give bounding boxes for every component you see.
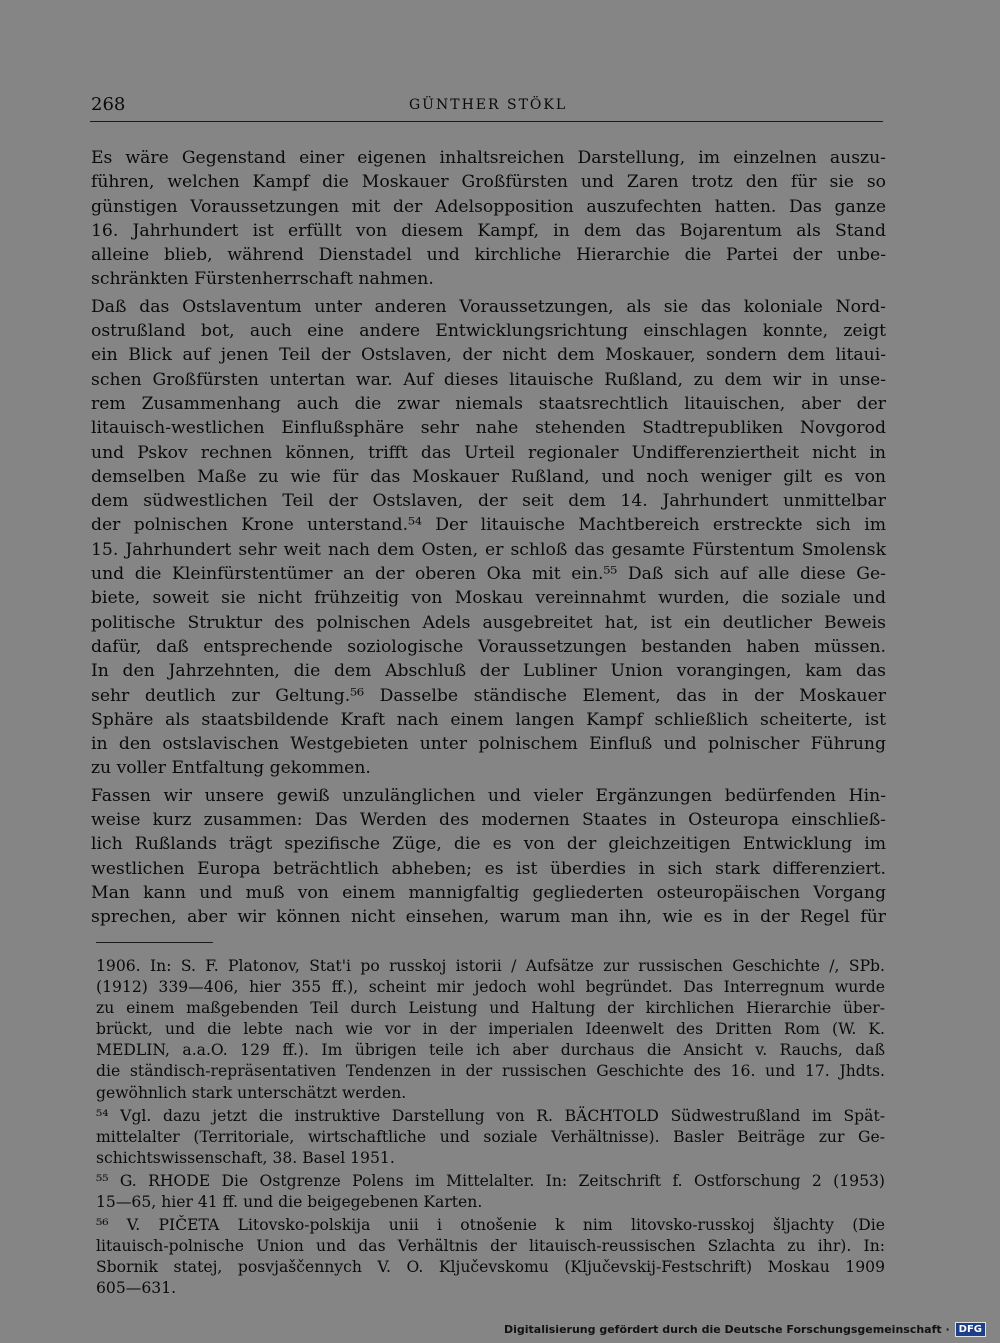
text-line: ostrußland bot, auch eine andere Entwicklungsrichtung einschlagen konnte, zeigt	[91, 321, 886, 342]
text-line: demselben Maße zu wie für das Moskauer Rußland, und noch weniger gilt es von	[91, 466, 886, 487]
footer-banner	[504, 1322, 986, 1337]
paragraph	[91, 295, 886, 781]
text-line: lich Rußlands trägt spezifische Züge, die es von der gleichzeitigen Entwicklung im	[91, 834, 886, 855]
text-line: schen Großfürsten untertan war. Auf dieses litauische Rußland, zu dem wir in unse-	[91, 369, 886, 390]
footnotes	[96, 956, 885, 1300]
body-text	[91, 146, 886, 930]
footnote-line: litauisch-polnische Union und das Verhältnis der litauisch-reussischen Szlachta zu ihr). In:	[96, 1237, 885, 1256]
text-line: Daß das Ostslaventum unter anderen Voraussetzungen, als sie das koloniale Nord-	[91, 296, 886, 317]
footnote-line: zu einem maßgebenden Teil durch Leistung und Haltung der kirchlichen Hierarchie über-	[96, 999, 885, 1018]
footnote-line: ⁵⁵ G. RHODE Die Ostgrenze Polens im Mittelalter. In: Zeitschrift f. Ostforschung 2 (1953)	[96, 1171, 885, 1190]
footnote-line: brückt, und die lebte nach wie vor in der imperialen Ideenwelt des Dritten Rom (W. K.	[96, 1020, 885, 1039]
text-line: führen, welchen Kampf die Moskauer Großfürsten und Zaren trotz den für sie so	[91, 172, 886, 193]
text-line: litauisch-westlichen Einflußsphäre sehr nahe stehenden Stadtrepubliken Novgorod	[91, 418, 886, 439]
text-line: und die Kleinfürstentümer an der oberen Oka mit ein.⁵⁵ Daß sich auf alle diese Ge-	[91, 564, 886, 585]
text-line: weise kurz zusammen: Das Werden des modernen Staates in Osteuropa einschließ-	[91, 810, 886, 831]
text-line: westlichen Europa beträchtlich abheben; es ist überdies in sich stark differenziert.	[91, 858, 886, 879]
footnote-line: 15—65, hier 41 ff. und die beigegebenen Karten.	[96, 1193, 483, 1212]
text-line: biete, soweit sie nicht frühzeitig von Moskau vereinnahmt wurden, die soziale und	[91, 588, 886, 609]
text-line: In den Jahrzehnten, die dem Abschluß der Lubliner Union vorangingen, kam das	[91, 661, 886, 682]
paragraph	[91, 146, 886, 292]
text-line: Es wäre Gegenstand einer eigenen inhaltsreichen Darstellung, im einzelnen auszu-	[91, 148, 886, 168]
text-line: ein Blick auf jenen Teil der Ostslaven, der nicht dem Moskauer, sondern dem litaui-	[91, 345, 886, 366]
funding-note: Digitalisierung gefördert durch die Deutsche Forschungsgemeinschaft ·	[503, 1323, 950, 1336]
dfg-logo: DFG	[955, 1322, 986, 1337]
text-line: politische Struktur des polnischen Adels ausgebreitet hat, ist ein deutlicher Beweis	[91, 612, 886, 633]
text-line: alleine blieb, während Dienstadel und kirchliche Hierarchie die Partei der unbe-	[91, 245, 886, 266]
footnote-line: 605—631.	[96, 1279, 177, 1298]
text-line: rem Zusammenhang auch die zwar niemals staatsrechtlich litauischen, aber der	[91, 393, 886, 414]
footnote-line: 1906. In: S. F. Platonov, Stat'i po russkoj istorii / Aufsätze zur russischen Geschichte /, SPb.	[96, 957, 885, 975]
footnote	[96, 1171, 885, 1213]
running-head: GÜNTHER STÖKL	[409, 97, 568, 113]
footnote-line: (1912) 339—406, hier 355 ff.), scheint mir jedoch wohl begründet. Das Interregnum wurde	[96, 978, 885, 997]
footnote-line: ⁵⁶ V. PIČETA Litovsko-polskija unii i otnošenie k nim litovsko-russkoj šljachty (Die	[96, 1216, 885, 1235]
paragraph	[91, 784, 886, 930]
footnote-line: ⁵⁴ Vgl. dazu jetzt die instruktive Darstellung von R. BÄCHTOLD Südwestrußland im Spät-	[96, 1106, 885, 1125]
footnote	[96, 1106, 885, 1169]
footnote	[96, 956, 885, 1104]
footnote-line: MEDLIN, a.a.O. 129 ff.). Im übrigen teile ich aber durchaus die Ansicht v. Rauchs, daß	[96, 1041, 885, 1060]
footnote-line: Sbornik statej, posvjaščennych V. O. Ključevskomu (Ključevskij-Festschrift) Moskau 1909	[96, 1258, 885, 1277]
footnote-line: gewöhnlich stark unterschätzt werden.	[96, 1083, 407, 1102]
text-line: zu voller Entfaltung gekommen.	[91, 758, 371, 779]
footnote-rule	[96, 942, 213, 943]
text-line: Fassen wir unsere gewiß unzulänglichen und vieler Ergänzungen bedürfenden Hin-	[91, 785, 886, 806]
header-rule	[90, 121, 883, 122]
text-line: dem südwestlichen Teil der Ostslaven, der seit dem 14. Jahrhundert unmittelbar	[91, 491, 886, 512]
footnote-line: mittelalter (Territoriale, wirtschaftliche und soziale Verhältnisse). Basler Beiträge zur Ge-	[96, 1127, 885, 1146]
page-number: 268	[91, 94, 126, 115]
text-line: Sphäre als staatsbildende Kraft nach einem langen Kampf schließlich scheiterte, ist	[91, 709, 886, 730]
text-line: in den ostslavischen Westgebieten unter polnischem Einfluß und polnischer Führung	[91, 734, 886, 755]
text-line: Man kann und muß von einem mannigfaltig gegliederten osteuropäischen Vorgang	[91, 882, 886, 903]
text-line: sehr deutlich zur Geltung.⁵⁶ Dasselbe ständische Element, das in der Moskauer	[91, 685, 886, 706]
text-line: und Pskov rechnen können, trifft das Urteil regionaler Undifferenziertheit nicht in	[91, 442, 886, 463]
text-line: dafür, daß entsprechende soziologische Voraussetzungen bestanden haben müssen.	[91, 636, 886, 657]
footnote	[96, 1215, 885, 1299]
text-line: günstigen Voraussetzungen mit der Adelsopposition auszufechten hatten. Das ganze	[91, 196, 886, 217]
text-line: 15. Jahrhundert sehr weit nach dem Osten, er schloß das gesamte Fürstentum Smolensk	[91, 539, 886, 560]
text-line: schränkten Fürstenherrschaft nahmen.	[91, 269, 434, 290]
footnote-line: die ständisch-repräsentativen Tendenzen in der russischen Geschichte des 16. und 17. Jhdts.	[96, 1062, 885, 1081]
text-line: 16. Jahrhundert ist erfüllt von diesem Kampf, in dem das Bojarentum als Stand	[91, 220, 886, 241]
text-line: sprechen, aber wir können nicht einsehen, warum man ihn, wie es in der Regel für	[91, 907, 886, 928]
text-line: der polnischen Krone unterstand.⁵⁴ Der litauische Machtbereich erstreckte sich im	[91, 515, 886, 536]
footnote-line: schichtswissenschaft, 38. Basel 1951.	[96, 1148, 395, 1167]
